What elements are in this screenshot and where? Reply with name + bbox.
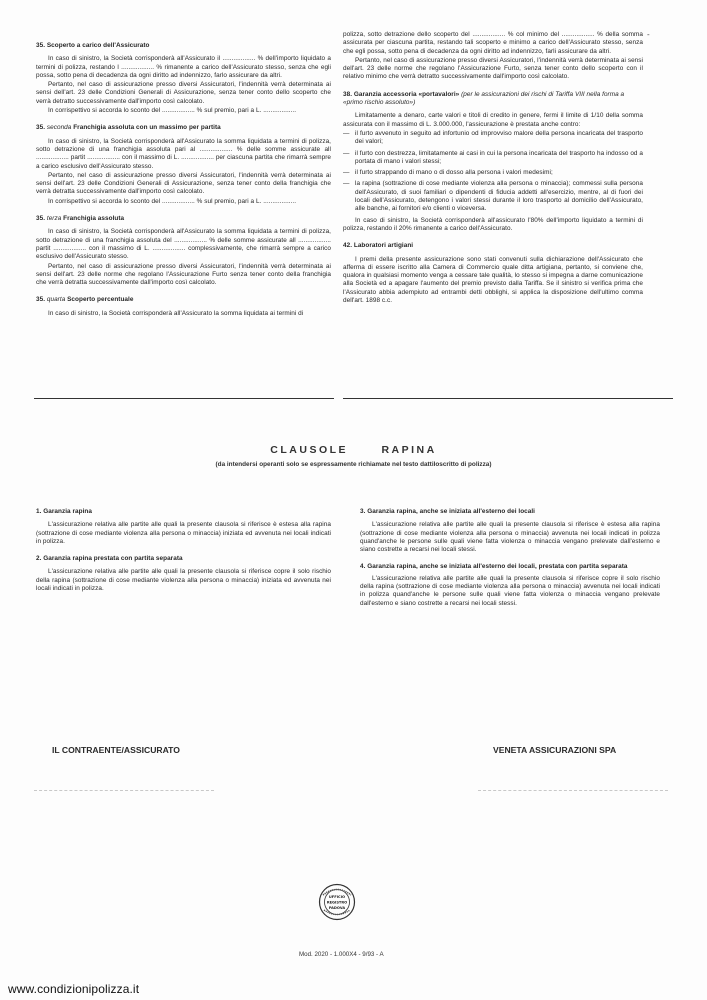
section-number: 35.: [36, 124, 46, 132]
section-title: Scoperto a carico dell'Assicurato: [46, 42, 150, 49]
divider-rule-right: [343, 398, 673, 399]
svg-text:REGISTRO: REGISTRO: [326, 900, 348, 905]
divider-rule-left: [34, 398, 334, 399]
paragraph: I premi della presente assicurazione sono stati convenuti sulla dichiarazione dell'Assicurato che afferma di essere iscritto alla Camera di Commercio quale ditta artigiana, pertanto, si conviene che, qualora in qualsiasi momento venga a cessare tale qualità, lo stesso si impegna a darne comunicazione alla Società ed a apagare l'aumento del premio previsto dalla Tariffa. Se il sinistro si verifica prima che l'Assicurato abbia adempiuto ad entrambi detti obblighi, si applica la disposizione dell'ultimo comma dell'art. 1898 c.c.: [343, 255, 643, 305]
paragraph: In caso di sinistro, la Società corrisponderà all'assicurato l'80% dell'importo liquidato a termini di polizza, restando il 20% rimanente a carico dell'Assicurato.: [343, 216, 643, 232]
section-35-1: [36, 124, 331, 206]
section-number: 42.: [343, 242, 353, 250]
svg-text:PADOVA: PADOVA: [328, 906, 346, 910]
left-column: [36, 42, 331, 327]
list-item-text: il furto strappando di mano o di dosso alla persona i valori medesimi;: [355, 169, 553, 177]
dash-bullet: —: [343, 180, 350, 188]
list-item: [343, 180, 643, 213]
section-subtitle: (per le assicurazioni dei rischi di Tariffa VIII nella forma a «primo rischio assoluto»): [343, 90, 625, 107]
paragraph: In caso di sinistro, la Società corrisponderà all'Assicurato la somma liquidata a termini di polizza, sotto detrazione di una franchigia assoluta pari al .................. % delle somme assicurate all .................. partit .................. con il massimo di L. .................. per ciascuna partita che rimarrà sempre a carico esclusivo dell'Assicurato stesso.: [36, 137, 331, 170]
dash-bullet: —: [343, 149, 350, 157]
clausole-title: CLAUSOLE RAPINA: [270, 444, 437, 456]
section-heading: [343, 91, 643, 108]
section-35-2: [36, 215, 331, 287]
clause-heading: 4. Garanzia rapina, anche se iniziata all'esterno dei locali, prestata con partita separata: [360, 563, 628, 571]
svg-text:UFFICIO: UFFICIO: [328, 895, 346, 899]
section-title: Garanzia accessoria «portavalori»: [353, 90, 460, 98]
clause-text: L'assicurazione relativa alle partite alle quali la presente clausola si riferisce copre il solo rischio della rapina (sottrazione di cose mediante violenza alla persona o minaccia) avvenuta nei locali indicati in polizza quand'anche le persone sulle quali viene fatta violenza o minaccia vengano prelevate dall'esterno e siano costrette a recarsi nei locali stessi.: [360, 574, 660, 607]
clause-text: L'assicurazione relativa alle partite alle quali la presente clausola si riferisce copre il solo rischio della rapina (sottrazione di cose mediante violenza alla persona o minaccia) iniziata ed avvenuta nei locali indicati in polizza.: [36, 568, 331, 593]
section-heading: [343, 242, 643, 250]
list-item: [343, 169, 643, 177]
section-prefix: seconda: [46, 124, 72, 132]
clause-heading: 1. Garanzia rapina: [36, 508, 92, 515]
section-title: Laboratori artigiani: [353, 242, 414, 250]
list-item-text: il furto avvenuto in seguito ad infortunio od improvviso malore della persona incaricata del trasporto dei valori;: [355, 129, 643, 146]
section-prefix: quarta: [46, 296, 66, 304]
paragraph: In corrispettivo si accorda lo sconto del .................. % sul premio, pari a L. ..................: [48, 107, 297, 115]
section-heading: [36, 124, 331, 132]
clause-heading: 3. Garanzia rapina, anche se iniziata all'esterno dei locali: [360, 508, 536, 515]
clause-4: [360, 563, 660, 607]
signature-line-right: [478, 790, 668, 791]
paragraph: Pertanto, nel caso di assicurazione presso diversi Assicuratori, l'indennità verrà determinata ai sensi dell'art. 23 delle norme che regolano l'Assicurazione Furto, senza tener conto dello scoperto con il relativo minimo che verrà detratto successivamente dall'importo così calcolato.: [343, 56, 643, 81]
signature-label-contraente: IL CONTRAENTE/ASSICURATO: [52, 745, 180, 755]
paragraph: Pertanto, nel caso di assicurazione presso diversi Assicuratori, l'indennità verrà determinata ai sensi dell'art. 23 delle norme che regolano l'Assicurazione Furto senza tener conto della franchigia che verrà detratta successivamente dall'importo così calcolato.: [36, 262, 331, 287]
section-number: 35.: [36, 215, 46, 223]
section-heading: [36, 42, 331, 50]
right-column: [343, 31, 643, 314]
clause-3: [360, 508, 660, 554]
clause-text: L'assicurazione relativa alle partite alle quali la presente clausola si riferisce è estesa alla rapina (sottrazione di cose mediante violenza alla persona o minaccia) avvenuta nei locali indicati in polizza quand'anche le persone sulle quali viene fatta violenza o minaccia vengano prelevate dall'esterno e siano costrette a recarsi nei locali stessi.: [360, 521, 660, 554]
dash-bullet: —: [343, 129, 350, 137]
clausole-right-column: [360, 508, 660, 617]
paragraph: In corrispettivo si accorda lo sconto del .................. % sul premio, pari a L. ..................: [48, 197, 297, 205]
section-title: Scoperto percentuale: [67, 296, 134, 304]
website-link[interactable]: www.condizionipolizza.it: [8, 982, 140, 996]
paragraph: Pertanto, nel caso di assicurazione presso diversi Assicuratori, l'indennità verrà determinata ai sensi dell'art. 23 delle Condizioni Generali di Assicurazione, senza tener conto della franchigia che verrà detratta successivamente dall'importo così calcolato.: [36, 171, 331, 196]
stamp-seal-icon: [318, 883, 356, 921]
section-prefix: terza: [46, 215, 62, 223]
clause-1: [36, 508, 331, 546]
registry-stamp: [318, 883, 356, 921]
paragraph: In caso di sinistro, la Società corrisponderà all'Assicurato la somma liquidata ai termini di: [48, 309, 304, 317]
dash-bullet: —: [343, 169, 350, 177]
margin-mark: -: [647, 30, 650, 39]
section-title: Franchigia assoluta: [63, 215, 125, 223]
section-42: [343, 242, 643, 305]
section-number: 35.: [36, 296, 46, 304]
section-38: [343, 91, 643, 233]
list-item-text: la rapina (sottrazione di cose mediante violenza alla persona o minaccia); commessi sulla persona dell'Assicurato, di suoi familiari o dipendenti di fiducia addetti all'esercizio, mentre, al di fuori dei locali dell'Assicurato, detengono i valori stessi durante il loro trasporto al domicilio dell'Assicurato, alle banche, ai fornitori e/o clienti o viceversa.: [355, 180, 643, 213]
paragraph: Limitatamente a denaro, carte valori e titoli di credito in genere, fermi il limite di 1/10 della somma assicurata con il massimo di L. 3.000.000, l'assicurazione è prestata anche contro:: [343, 112, 643, 128]
paragraph: In caso di sinistro, la Società corrisponderà all'Assicurato il .................. % dell'importo liquidato a termini di polizza, restando l .................. % rimanente a carico dell'Assicurato stesso, senza che egli possa, sotto pena di decadenza da ogni diritto ad indennizzo, farlo assicurare da altri.: [36, 55, 331, 79]
signature-line-left: [34, 790, 214, 791]
list-item: [343, 150, 643, 167]
section-number: 38.: [343, 90, 353, 98]
section-number: 35.: [36, 42, 46, 49]
right-intro: [343, 31, 643, 82]
paragraph: Pertanto, nel caso di assicurazione presso diversi Assicuratori, l'indennità verrà determinata ai sensi dell'art. 23 delle Condizioni Generali di Assicurazione, senza tener conto dello scoperto che verrà detratto successivamente dall'importo così calcolato.: [36, 81, 331, 105]
paragraph: polizza, sotto detrazione dello scoperto del .................. % col minimo del .................. % della somma assicurata per ciascuna partita, restando tali scoperto e minimo a carico dell'Assicurato stesso, senza che egli possa, sotto pena di decadenza da ogni diritto ad indennizzo, farli assicurare da altri.: [343, 31, 643, 55]
section-35-3: [36, 296, 331, 318]
form-code: Mod. 2020 - 1.000X4 - 9/93 - A: [299, 951, 384, 958]
clausole-subtitle: (da intendersi operanti solo se espressamente richiamate nel testo dattiloscritto di polizza): [215, 461, 492, 468]
signature-label-company: VENETA ASSICURAZIONI SPA: [493, 745, 617, 755]
list-item: [343, 130, 643, 147]
paragraph: In caso di sinistro, la Società corrisponderà all'Assicurato la somma liquidata a termini di polizza, sotto detrazione di una franchigia assoluta del .................. % delle somme assicurate all .................. partit .................. con il massimo di L. .................. complessivamente, che rimarrà sempre a carico esclusivo dell'Assicurato stesso.: [36, 228, 331, 261]
section-heading: [36, 296, 331, 304]
clause-text: L'assicurazione relativa alle partite alle quali la presente clausola si riferisce è estesa alla rapina (sottrazione di cose mediante violenza alla persona o minaccia) iniziata ed avvenuta nei locali indicati in polizza.: [36, 521, 331, 545]
section-heading: [36, 215, 331, 223]
list-item-text: il furto con destrezza, limitatamente ai casi in cui la persona incaricata del trasporto ha indosso od a portata di mano i valori stessi;: [355, 149, 643, 165]
section-35-0: [36, 42, 331, 115]
section-title: Franchigia assoluta con un massimo per partita: [73, 124, 221, 132]
clausole-left-column: [36, 508, 331, 602]
clause-heading: 2. Garanzia rapina prestata con partita separata: [36, 555, 183, 563]
clause-2: [36, 555, 331, 593]
